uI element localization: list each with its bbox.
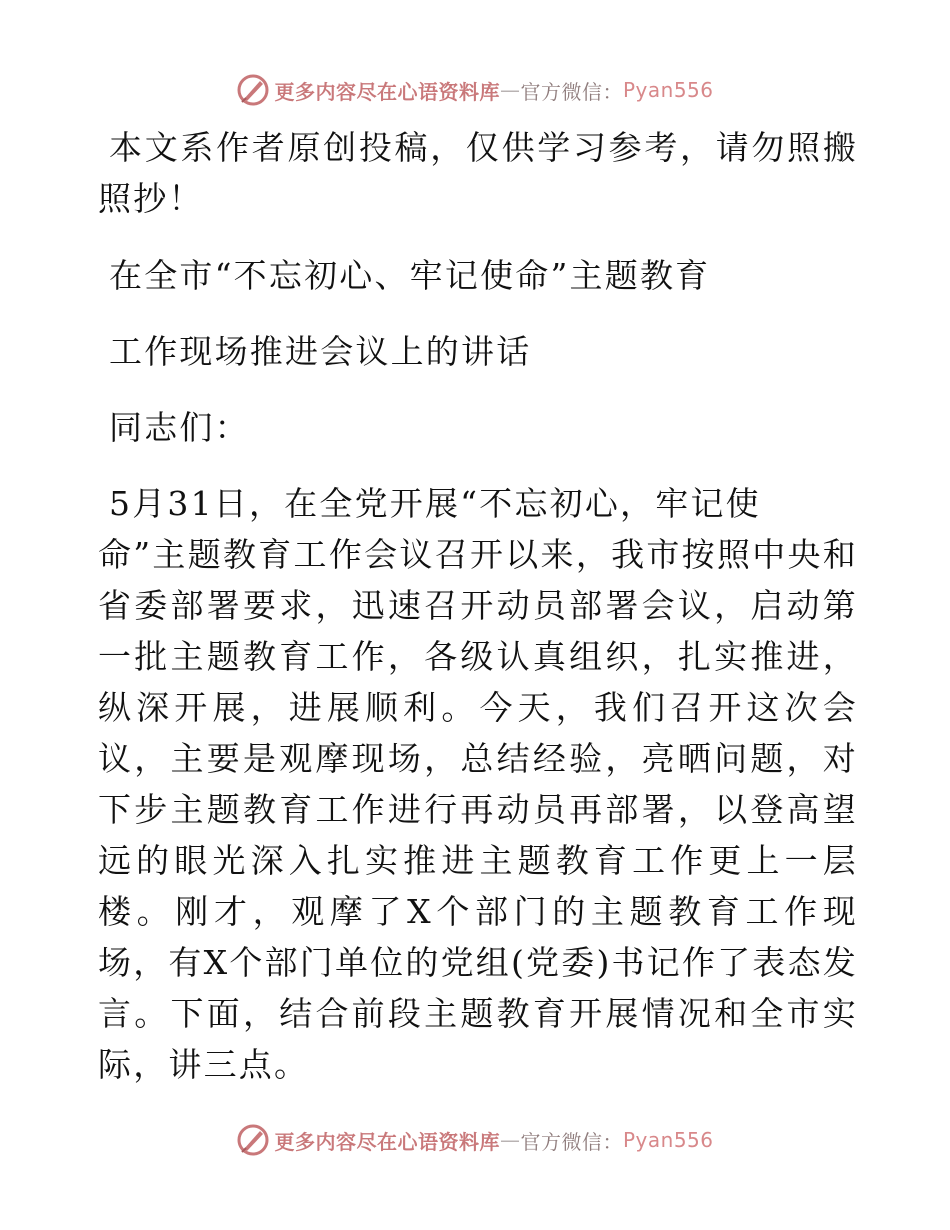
watermark-dash: — bbox=[499, 1128, 521, 1152]
title-line-1: 在全市“不忘初心、牢记使命”主题教育 bbox=[109, 256, 711, 295]
title-line-2: 工作现场推进会议上的讲话 bbox=[109, 332, 532, 371]
watermark-wechat-label: 官方微信： bbox=[520, 79, 623, 104]
header-watermark bbox=[0, 70, 950, 110]
copyright-notice: 本文系作者原创投稿，仅供学习参考，请勿照搬照抄！ bbox=[98, 128, 858, 218]
quill-circle-logo-icon bbox=[236, 73, 270, 107]
body-paragraph bbox=[98, 478, 858, 1090]
footer-watermark bbox=[0, 1120, 950, 1160]
body-rest: 命”主题教育工作会议召开以来，我市按照中央和省委部署要求，迅速召开动员部署会议，启动第一批主题教育工作，各级认真组织，扎实推进，纵深开展，进展顺利。今天，我们召开这次会议，主要是观摩现场，总结经验，亮晒问题，对下步主题教育工作进行再动员再部署，以登高望远的眼光深入扎实推进主题教育工作更上一层楼。刚才，观摩了X个部门的主题教育工作现场，有X个部门单位的党组(党委)书记作了表态发言。下面，结合前段主题教育开展情况和全市实际，讲三点。 bbox=[98, 535, 858, 1084]
salutation: 同志们： bbox=[109, 408, 250, 447]
watermark-dash: — bbox=[499, 78, 521, 102]
body-first-line: 5月31日，在全党开展“不忘初心，牢记使 bbox=[109, 484, 761, 523]
watermark-wechat-id: Pyan556 bbox=[622, 1128, 714, 1152]
quill-circle-logo-icon bbox=[236, 1123, 270, 1157]
watermark-wechat-id: Pyan556 bbox=[622, 78, 714, 102]
watermark-main-text: 更多内容尽在心语资料库 bbox=[274, 79, 500, 104]
watermark-main-text: 更多内容尽在心语资料库 bbox=[274, 1129, 500, 1154]
watermark-wechat-label: 官方微信： bbox=[520, 1129, 623, 1154]
document-content bbox=[98, 122, 858, 1090]
